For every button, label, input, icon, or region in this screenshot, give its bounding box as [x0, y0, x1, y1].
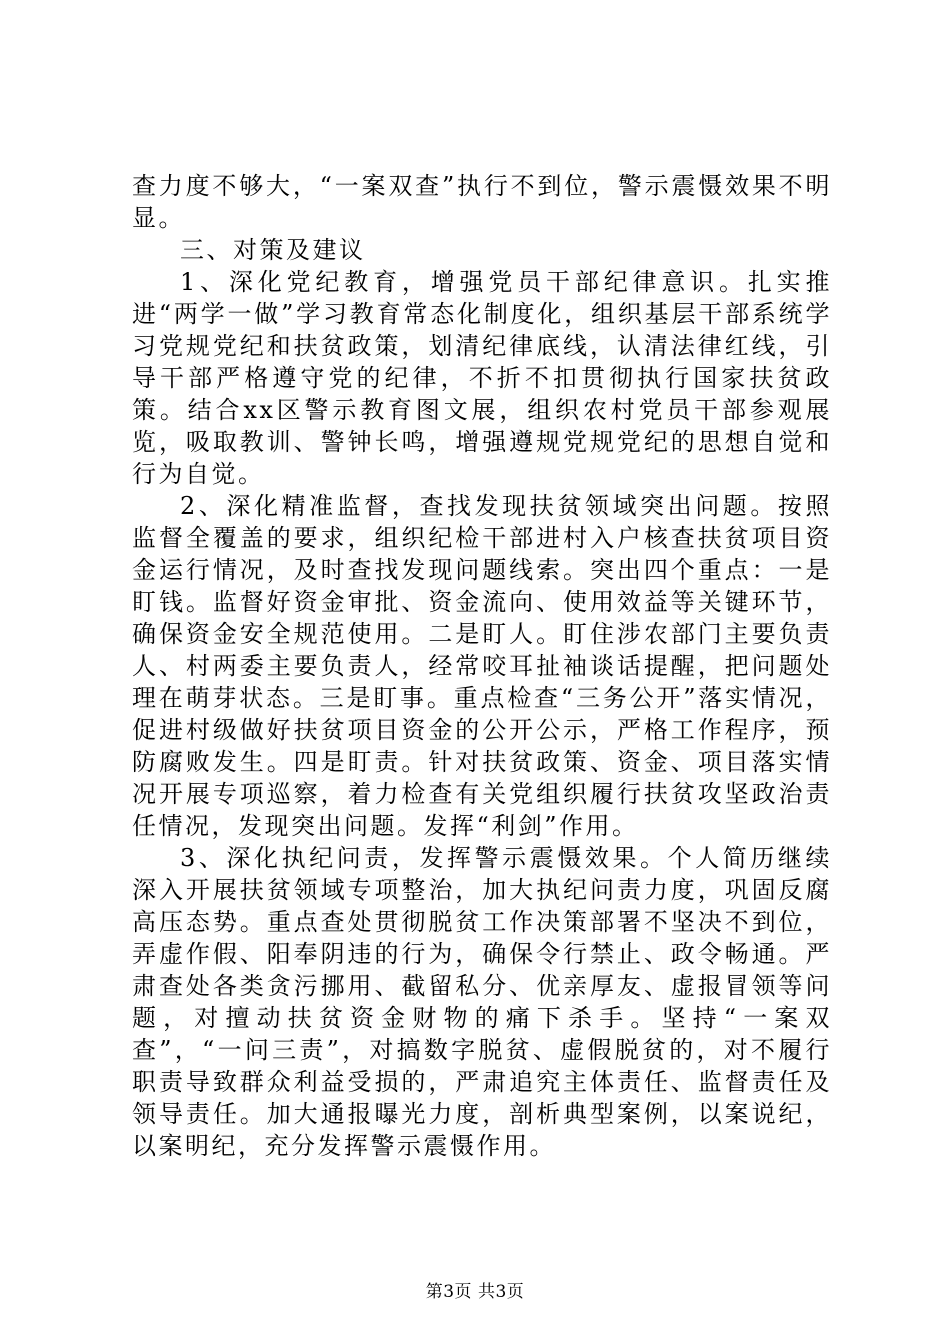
paragraph-continuation: 查力度不够大，“一案双查”执行不到位，警示震慑效果不明显。 [132, 172, 832, 232]
paragraph-item-1: 1、深化党纪教育，增强党员干部纪律意识。扎实推进“两学一做”学习教育常态化制度化，组织基层干部系统学习党规党纪和扶贫政策，划清纪律底线，认清法律红线，引导干部严格遵守党的纪律，不折不扣贯彻执行国家扶贫政策。结合xx区警示教育图文展，组织农村党员干部参观展览，吸取教训、警钟长鸣，增强遵规党规党纪的思想自觉和行为自觉。 [132, 268, 832, 488]
page-number-footer: 第3页 共3页 [425, 1282, 525, 1302]
document-body [132, 170, 832, 1162]
paragraph-item-2: 2、深化精准监督，查找发现扶贫领域突出问题。按照监督全覆盖的要求，组织纪检干部进村入户核查扶贫项目资金运行情况，及时查找发现问题线索。突出四个重点：一是盯钱。监督好资金审批、资金流向、使用效益等关键环节，确保资金安全规范使用。二是盯人。盯住涉农部门主要负责人、村两委主要负责人，经常咬耳扯袖谈话提醒，把问题处理在萌芽状态。三是盯事。重点检查“三务公开”落实情况，促进村级做好扶贫项目资金的公开公示，严格工作程序，预防腐败发生。四是盯责。针对扶贫政策、资金、项目落实情况开展专项巡察，着力检查有关党组织履行扶贫攻坚政治责任情况，发现突出问题。发挥“利剑”作用。 [132, 492, 832, 840]
paragraph-item-3: 3、深化执纪问责，发挥警示震慑效果。个人简历继续深入开展扶贫领域专项整治，加大执纪问责力度，巩固反腐高压态势。重点查处贯彻脱贫工作决策部署不坚决不到位，弄虚作假、阳奉阴违的行为，确保令行禁止、政令畅通。严肃查处各类贪污挪用、截留私分、优亲厚友、虚报冒领等问题，对擅动扶贫资金财物的痛下杀手。坚持“一案双查”，“一问三责”，对搞数字脱贫、虚假脱贫的，对不履行职责导致群众利益受损的，严肃追究主体责任、监督责任及领导责任。加大通报曝光力度，剖析典型案例，以案说纪，以案明纪，充分发挥警示震慑作用。 [132, 844, 832, 1160]
section-heading: 三、对策及建议 [180, 236, 366, 264]
